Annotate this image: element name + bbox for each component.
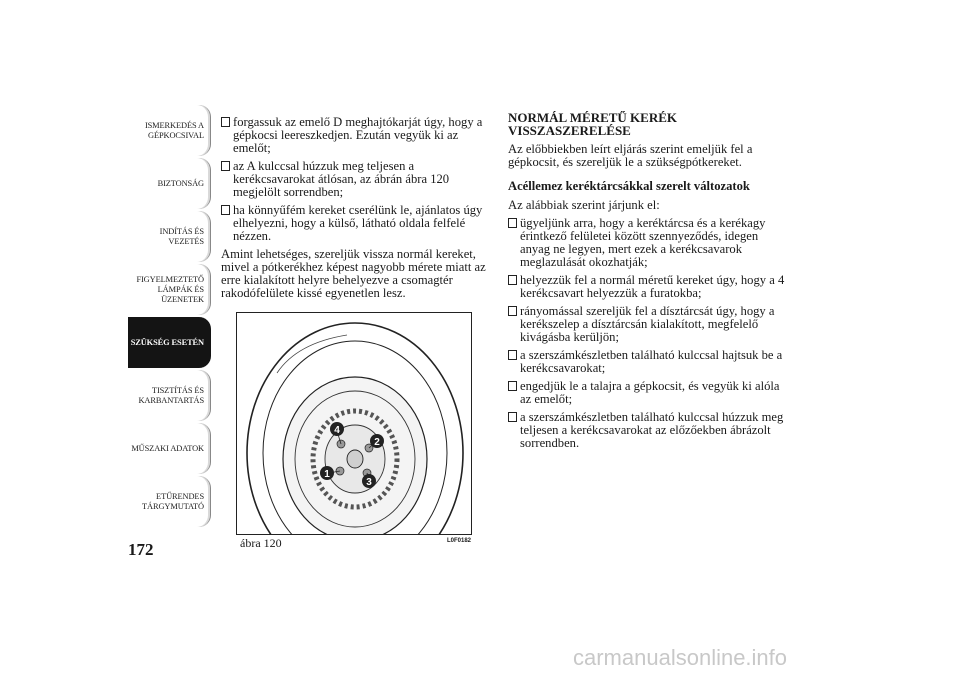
bullet-text: forgassuk az emelő D meghajtókarját úgy, hogy a gépkocsi leereszkedjen. Ezután vegyük ki az emelőt; [233, 115, 483, 155]
bullet-text: ügyeljünk arra, hogy a keréktárcsa és a kerékagy érintkező felületei között szennyeződés, idegen anyag ne legyen, mert ezek a kerékcsavarok meglazulását okozhatják; [520, 216, 766, 269]
bullet-item [221, 116, 486, 155]
bullet-text: az A kulccsal húzzuk meg teljesen a kerékcsavarokat átlósan, az ábrán ábra 120 megjelölt sorrendben; [233, 159, 450, 199]
bullet-text: ha könnyűfém kereket cserélünk le, ajánlatos úgy elhelyezni, hogy a külső, látható oldala felfelé nézzen. [233, 203, 483, 243]
bullet-item [508, 349, 788, 375]
tab-label: ETŰRENDES TÁRGYMUTATÓ [142, 491, 204, 511]
bullet-text: rányomással szereljük fel a dísztárcsát úgy, hogy a kerékszelep a dísztárcsán kialakított, megfelelő kivágásba kerüljön; [520, 304, 775, 344]
callout-3 [362, 474, 376, 488]
page-number: 172 [128, 540, 154, 559]
bullet-item [221, 204, 486, 243]
tab-figyelmezteto[interactable] [128, 264, 211, 315]
subheading: Acéllemez keréktárcsákkal szerelt változatok [508, 179, 750, 193]
checkbox-bullet-icon [508, 218, 517, 228]
checkbox-bullet-icon [508, 275, 517, 285]
checkbox-bullet-icon [221, 161, 230, 171]
callout-1 [320, 466, 334, 480]
bullet-text: a szerszámkészletben található kulccsal húzzuk meg teljesen a kerékcsavarokat az előzőekben ábrázolt sorrendben. [520, 410, 784, 450]
figure-caption: ábra 120 [240, 536, 282, 550]
callout-number-1: 1 [324, 469, 330, 480]
right-column [508, 112, 788, 455]
checkbox-bullet-icon [508, 412, 517, 422]
tab-biztonsag[interactable] [128, 158, 211, 209]
wheel-illustration [237, 313, 472, 535]
paragraph: Amint lehetséges, szereljük vissza normál kereket, mivel a pótkerékhez képest nagyobb mérete miatt az erre kialakított helyre behelyezve a csomagtér rakodófelülete kissé egyenetlen lesz. [221, 247, 486, 300]
tab-ismerkedes[interactable] [128, 105, 211, 156]
callout-number-4: 4 [334, 425, 340, 436]
tab-tisztitas[interactable] [128, 370, 211, 421]
tab-inditas[interactable] [128, 211, 211, 262]
checkbox-bullet-icon [508, 306, 517, 316]
lead-text: Az alábbiak szerint járjunk el: [508, 198, 660, 212]
bullet-item [508, 305, 788, 344]
tab-targymutato[interactable] [128, 476, 211, 527]
bullet-text: a szerszámkészletben található kulccsal hajtsuk be a kerékcsavarokat; [520, 348, 783, 375]
bullet-text: engedjük le a talajra a gépkocsit, és vegyük ki alóla az emelőt; [520, 379, 780, 406]
tab-label: TISZTÍTÁS ÉS KARBANTARTÁS [138, 385, 204, 405]
callout-4 [330, 422, 344, 436]
callout-number-3: 3 [366, 477, 372, 488]
intro-text: Az előbbiekben leírt eljárás szerint emeljük fel a gépkocsit, és szereljük le a szükségpótkereket. [508, 142, 753, 169]
tab-label: FIGYELMEZTETŐ LÁMPÁK ÉS ÜZENETEK [136, 274, 204, 304]
tab-label: INDÍTÁS ÉS VEZETÉS [159, 226, 204, 246]
bullet-text: helyezzük fel a normál méretű kereket úgy, hogy a 4 kerékcsavart helyezzük a furatokba; [520, 273, 785, 300]
wheel-figure [236, 312, 472, 535]
callout-number-2: 2 [374, 437, 380, 448]
checkbox-bullet-icon [508, 381, 517, 391]
checkbox-bullet-icon [508, 350, 517, 360]
tab-label: BIZTONSÁG [157, 178, 204, 188]
bullet-item [221, 160, 486, 199]
checkbox-bullet-icon [221, 205, 230, 215]
section-heading: NORMÁL MÉRETŰ KERÉK VISSZASZERELÉSE [508, 110, 678, 138]
bullet-item [508, 380, 788, 406]
tab-szukseg-eseten[interactable] [128, 317, 211, 368]
tab-label: ISMERKEDÉS A GÉPKOCSIVAL [144, 120, 204, 140]
tab-label: SZÜKSÉG ESETÉN [130, 337, 204, 347]
bullet-item [508, 411, 788, 450]
checkbox-bullet-icon [221, 117, 230, 127]
bullet-item [508, 274, 788, 300]
tab-muszaki-adatok[interactable] [128, 423, 211, 474]
tab-label: MŰSZAKI ADATOK [131, 443, 204, 453]
figure-code: L0F0182 [447, 538, 472, 544]
watermark: carmanualsonline.info [573, 645, 788, 670]
callout-2 [370, 434, 384, 448]
bullet-item [508, 217, 788, 269]
chapter-sidebar [128, 105, 211, 529]
left-column [221, 116, 486, 300]
